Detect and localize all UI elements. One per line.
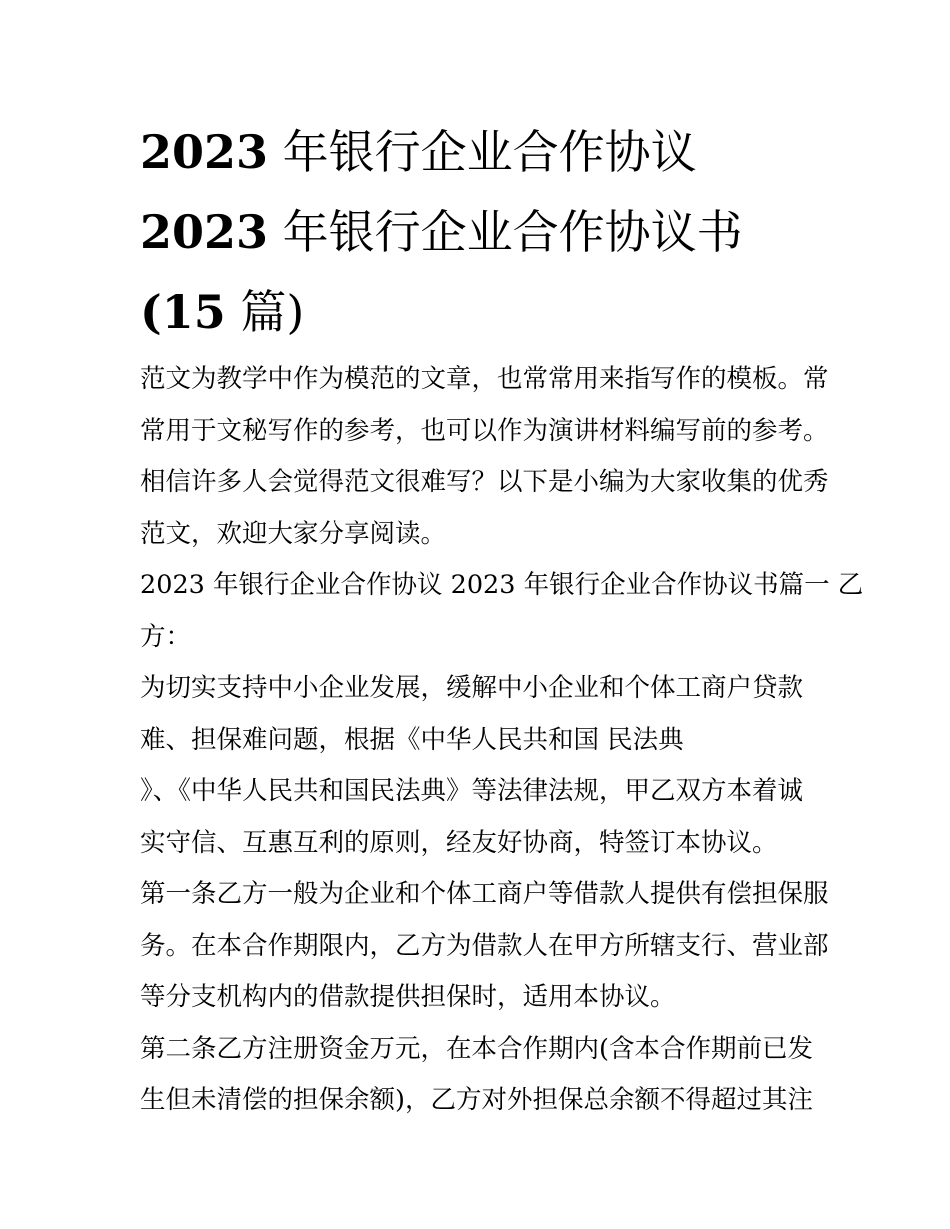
title-count: (15	[140, 285, 226, 339]
body-line: 范文，欢迎大家分享阅读。	[140, 518, 447, 549]
body-line: 第二条乙方注册资金万元，在本合作期内(含本合作期前已发	[140, 1033, 813, 1064]
title-text: 年银行企业合作协议书	[282, 205, 743, 259]
document-title	[140, 112, 840, 352]
body-line: 相信许多人会觉得范文很难写？以下是小编为大家收集的优秀	[140, 467, 829, 497]
body-line: 常用于文秘写作的参考，也可以作为演讲材料编写前的参考。	[140, 415, 829, 446]
title-text: 篇)	[240, 285, 305, 339]
body-line: 生但未清偿的担保余额)，乙方对外担保总余额不得超过其注	[140, 1085, 813, 1115]
title-text: 年银行企业合作协议	[282, 125, 697, 179]
title-line-3	[140, 272, 840, 352]
document-body	[140, 354, 864, 1127]
title-year: 2023	[140, 125, 269, 179]
title-year: 2023	[140, 205, 269, 259]
body-line: 》、《中华人民共和国民法典》等法律法规，甲乙双方本着诚	[140, 776, 804, 806]
body-line: 方：	[140, 621, 192, 652]
body-line: 实守信、互惠互利的原则，经友好协商，特签订本协议。	[140, 827, 778, 858]
body-line: 范文为教学中作为模范的文章，也常常用来指写作的模板。常	[140, 364, 829, 394]
body-line: 2023 年银行企业合作协议 2023 年银行企业合作协议书篇一 乙	[140, 570, 864, 600]
title-line-1	[140, 112, 840, 192]
title-line-2	[140, 192, 840, 272]
body-line: 难、担保难问题，根据《中华人民共和国 民法典	[140, 724, 684, 755]
body-line: 第一条乙方一般为企业和个体工商户等借款人提供有偿担保服	[140, 879, 829, 909]
body-line: 为切实支持中小企业发展，缓解中小企业和个体工商户贷款	[140, 673, 804, 703]
body-line: 务。在本合作期限内，乙方为借款人在甲方所辖支行、营业部	[140, 930, 829, 961]
body-line: 等分支机构内的借款提供担保时，适用本协议。	[140, 982, 676, 1012]
